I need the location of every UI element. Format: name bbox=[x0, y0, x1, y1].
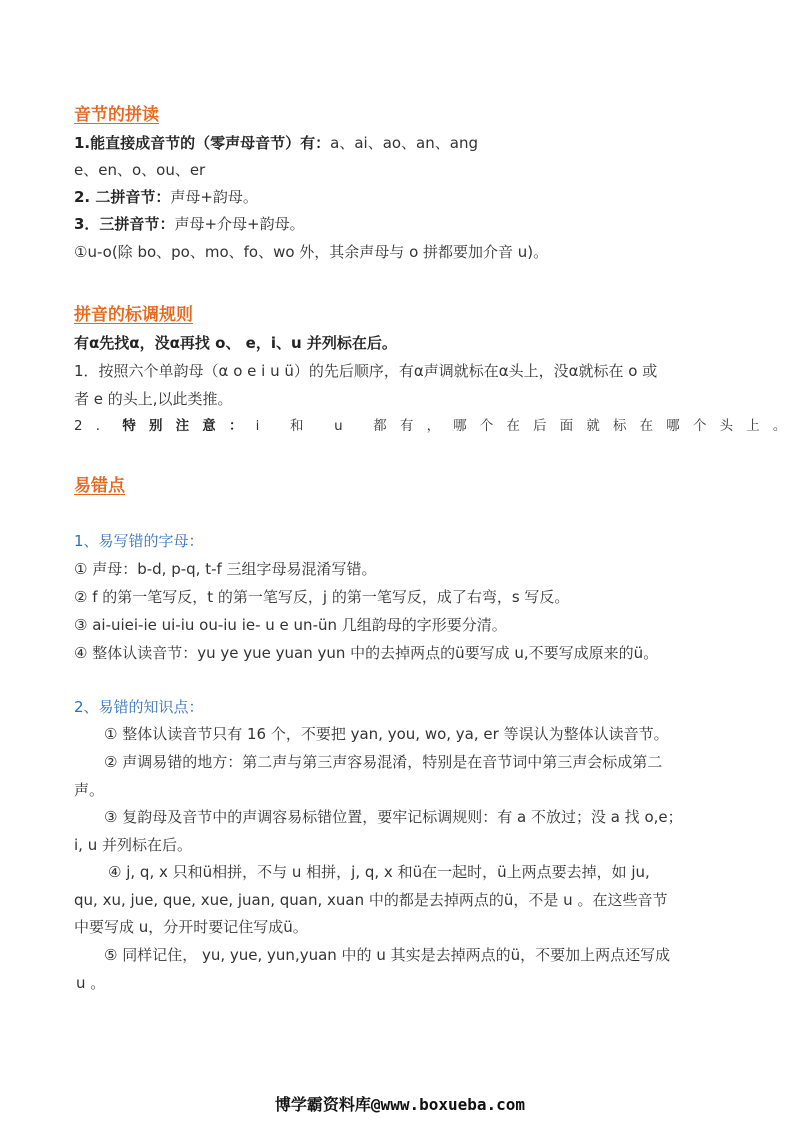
three-part-text: 声母+介母+韵母。 bbox=[174, 215, 305, 233]
special-note-label: 特别注意： bbox=[122, 419, 256, 434]
tone-rule-detail: 1．按照六个单韵母（α o e i u ü）的先后顺序，有α声调就标在α头上，没α就标在 o 或 bbox=[74, 362, 658, 380]
list-item: ④ j, q, x 只和ü相拼，不与 u 相拼，j, q, x 和ü在一起时，ü上两点要去掉，如 ju, bbox=[108, 863, 650, 881]
subheading-error-knowledge: 2、易错的知识点： bbox=[74, 698, 204, 716]
list-item: ① 声母：b-d, p-q, t-f 三组字母易混淆写错。 bbox=[74, 560, 377, 578]
tone-rule-detail-cont: 者 e 的头上,以此类推。 bbox=[74, 390, 233, 408]
list-item-cont: i, u 并列标在后。 bbox=[74, 836, 192, 854]
list-item-cont: 声。 bbox=[74, 781, 105, 799]
section-heading-error-points: 易错点 bbox=[74, 476, 125, 496]
subheading-misspelled-letters: 1、易写错的字母： bbox=[74, 532, 204, 550]
section-heading-syllable-spelling: 音节的拼读 bbox=[74, 105, 159, 125]
section-heading-tone-rules: 拼音的标调规则 bbox=[74, 305, 193, 325]
three-part-label: 3．三拼音节： bbox=[74, 215, 175, 233]
footer-watermark: 博学霸资料库@www.boxueba.com bbox=[274, 1095, 526, 1114]
three-part-syllable-line bbox=[74, 214, 305, 234]
special-note-text: i 和 u 都有，哪个在后面就标在哪个头上。 bbox=[255, 419, 800, 434]
list-item: ② 声调易错的地方：第二声与第三声容易混淆，特别是在音节词中第三声会标成第二 bbox=[104, 753, 663, 771]
special-note-prefix: 2． bbox=[74, 419, 123, 434]
zero-initial-values: a、ai、ao、an、ang bbox=[330, 134, 478, 152]
list-item: ② f 的第一笔写反，t 的第一笔写反，j 的第一笔写反，成了右弯，s 写反。 bbox=[74, 588, 570, 606]
list-item: ③ 复韵母及音节中的声调容易标错位置，要牢记标调规则：有 a 不放过；没 a 找 o,e； bbox=[104, 808, 683, 826]
zero-initial-values-cont: e、en、o、ou、er bbox=[74, 161, 206, 179]
list-item: ③ ai-uiei-ie ui-iu ou-iu ie- u e un-ün 几组韵母的字形要分清。 bbox=[74, 616, 507, 634]
tone-rule-summary: 有α先找α，没α再找 o、 e，i、u 并列标在后。 bbox=[74, 334, 397, 352]
special-note-line bbox=[74, 417, 800, 437]
two-part-label: 2. 二拼音节： bbox=[74, 188, 171, 206]
list-item: ④ 整体认读音节：yu ye yue yuan yun 中的去掉两点的ü要写成 u,不要写成原来的ü。 bbox=[74, 644, 659, 662]
two-part-text: 声母+韵母。 bbox=[170, 188, 258, 206]
list-item-cont: 中要写成 u，分开时要记住写成ü。 bbox=[74, 918, 308, 936]
zero-initial-line bbox=[74, 133, 478, 153]
list-item-cont: u 。 bbox=[76, 974, 106, 992]
list-item: ① 整体认读音节只有 16 个，不要把 yan, you, wo, ya, er 等误认为整体认读音节。 bbox=[104, 725, 669, 743]
zero-initial-label: 1.能直接成音节的（零声母音节）有： bbox=[74, 134, 331, 152]
list-item: ⑤ 同样记住， yu, yue, yun,yuan 中的 u 其实是去掉两点的ü，不要加上两点还写成 bbox=[104, 946, 671, 964]
two-part-syllable-line bbox=[74, 187, 258, 207]
list-item-cont: qu, xu, jue, que, xue, juan, quan, xuan 中的都是去掉两点的ü，不是 u 。在这些音节 bbox=[74, 891, 668, 909]
u-o-rule-line: ①u-o(除 bo、po、mo、fo、wo 外，其余声母与 o 拼都要加介音 u)。 bbox=[74, 243, 549, 261]
